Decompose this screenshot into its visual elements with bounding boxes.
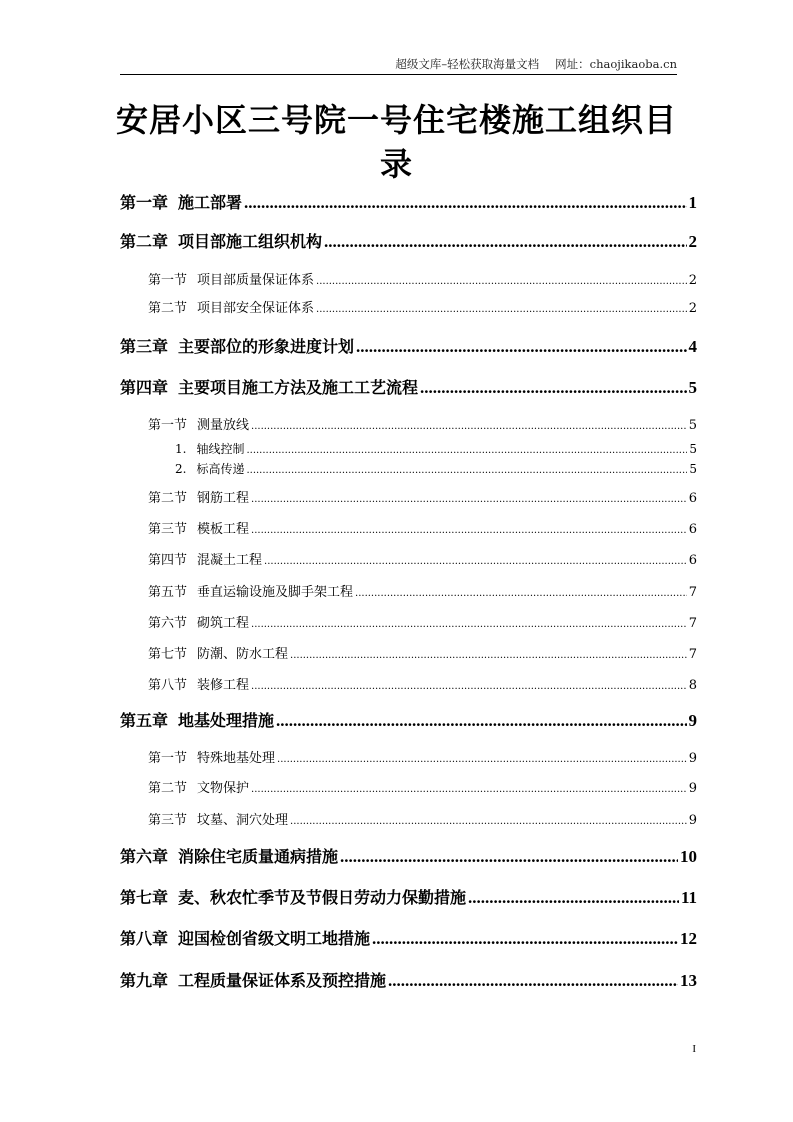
toc-entry-label: 第二节 (148, 781, 188, 796)
toc-entry-label: 第三章 (120, 337, 169, 356)
toc-entry[interactable] (175, 460, 697, 477)
toc-entry[interactable] (120, 968, 697, 991)
page-number: I (692, 1043, 696, 1055)
toc-entry-label: 第三节 (148, 813, 188, 828)
toc-leader-dots (244, 193, 686, 213)
toc-leader-dots (290, 816, 687, 827)
toc-entry-label: 第八章 (120, 929, 169, 948)
toc-entry-page: 11 (680, 888, 697, 907)
toc-entry-text: 项目部施工组织机构 (178, 232, 323, 251)
toc-leader-dots (388, 971, 678, 991)
toc-leader-dots (246, 445, 687, 456)
toc-leader-dots (251, 525, 687, 536)
toc-entry-label: 第一节 (148, 751, 188, 766)
toc-leader-dots (355, 588, 687, 599)
toc-leader-dots (264, 556, 687, 567)
toc-entry-page: 2 (688, 232, 697, 251)
toc-entry-text: 消除住宅质量通病措施 (178, 847, 339, 866)
toc-entry-text: 防潮、防水工程 (197, 647, 289, 662)
toc-entry-page: 5 (688, 418, 697, 433)
toc-entry[interactable] (148, 487, 697, 506)
toc-entry-label: 第一章 (120, 193, 169, 212)
toc-entry-label: 第七章 (120, 888, 169, 907)
toc-entry[interactable] (148, 809, 697, 828)
toc-entry[interactable] (148, 674, 697, 693)
toc-entry-label: 2. (175, 462, 187, 476)
toc-entry[interactable] (148, 777, 697, 796)
toc-entry[interactable] (120, 708, 697, 731)
page-header (395, 56, 677, 72)
toc-leader-dots (251, 681, 687, 692)
toc-entry[interactable] (148, 747, 697, 766)
toc-leader-dots (290, 650, 687, 661)
toc-entry-page: 4 (688, 337, 697, 356)
toc-entry-text: 地基处理措施 (178, 711, 275, 730)
toc-entry-label: 第二节 (148, 301, 188, 316)
toc-entry[interactable] (120, 844, 697, 867)
toc-entry-text: 迎国检创省级文明工地措施 (178, 929, 371, 948)
toc-entry-label: 第一节 (148, 273, 188, 288)
header-url: 网址：chaojikaoba.cn (555, 57, 677, 71)
toc-entry-text: 施工部署 (178, 193, 243, 212)
toc-entry-text: 主要项目施工方法及施工工艺流程 (178, 378, 419, 397)
toc-entry-text: 项目部安全保证体系 (197, 301, 315, 316)
toc-entry[interactable] (120, 334, 697, 357)
toc-entry-page: 2 (688, 301, 697, 316)
toc-entry-label: 第六节 (148, 616, 188, 631)
document-title: 安居小区三号院一号住宅楼施工组织目录 (115, 101, 677, 183)
toc-entry-label: 第九章 (120, 971, 169, 990)
toc-entry-text: 钢筋工程 (197, 491, 250, 506)
header-left-text: 超级文库–轻松获取海量文档 (395, 57, 540, 71)
toc-entry-text: 坟墓、洞穴处理 (197, 813, 289, 828)
toc-entry-text: 标高传递 (196, 462, 245, 476)
toc-entry-page: 10 (680, 847, 697, 866)
toc-entry-text: 工程质量保证体系及预控措施 (178, 971, 387, 990)
toc-entry-text: 主要部位的形象进度计划 (178, 337, 355, 356)
toc-entry[interactable] (148, 612, 697, 631)
toc-entry-page: 13 (680, 971, 697, 990)
toc-entry[interactable] (120, 885, 697, 908)
toc-entry-page: 5 (689, 442, 697, 456)
toc-entry-label: 第三节 (148, 522, 188, 537)
toc-entry-text: 垂直运输设施及脚手架工程 (197, 585, 354, 600)
toc-entry-label: 第五章 (120, 711, 169, 730)
toc-leader-dots (246, 465, 687, 476)
toc-entry-page: 12 (680, 929, 697, 948)
toc-entry[interactable] (120, 375, 697, 398)
toc-entry[interactable] (148, 643, 697, 662)
toc-entry-label: 第八节 (148, 678, 188, 693)
toc-entry-label: 第六章 (120, 847, 169, 866)
toc-leader-dots (251, 784, 687, 795)
toc-entry-page: 9 (688, 751, 697, 766)
toc-entry-text: 装修工程 (197, 678, 250, 693)
toc-entry-label: 1. (175, 442, 187, 456)
toc-entry-text: 文物保护 (197, 781, 250, 796)
toc-leader-dots (251, 421, 687, 432)
toc-entry-text: 项目部质量保证体系 (197, 273, 315, 288)
header-rule (120, 74, 677, 75)
toc-leader-dots (324, 232, 686, 252)
toc-entry[interactable] (148, 297, 697, 316)
toc-entry[interactable] (120, 229, 697, 252)
toc-entry-text: 模板工程 (197, 522, 250, 537)
toc-entry-text: 混凝土工程 (197, 553, 263, 568)
toc-entry-text: 麦、秋农忙季节及节假日劳动力保勤措施 (178, 888, 467, 907)
toc-entry[interactable] (175, 440, 697, 457)
toc-entry-page: 5 (689, 462, 697, 476)
toc-entry-page: 7 (688, 616, 697, 631)
toc-entry[interactable] (148, 518, 697, 537)
toc-entry[interactable] (148, 581, 697, 600)
toc-entry-label: 第四章 (120, 378, 169, 397)
toc-entry-page: 7 (688, 647, 697, 662)
toc-leader-dots (277, 754, 687, 765)
toc-entry-text: 轴线控制 (196, 442, 245, 456)
toc-entry[interactable] (148, 414, 697, 433)
toc-leader-dots (251, 619, 687, 630)
toc-leader-dots (356, 337, 686, 357)
toc-entry-page: 7 (688, 585, 697, 600)
toc-entry-label: 第七节 (148, 647, 188, 662)
toc-entry-page: 1 (688, 193, 697, 212)
toc-entry[interactable] (148, 269, 697, 288)
toc-entry-page: 6 (688, 522, 697, 537)
toc-entry-page: 8 (688, 678, 697, 693)
toc-entry-label: 第五节 (148, 585, 188, 600)
toc-leader-dots (372, 929, 678, 949)
toc-entry-page: 6 (688, 553, 697, 568)
toc-entry-label: 第二章 (120, 232, 169, 251)
toc-entry[interactable] (120, 926, 697, 949)
toc-entry-page: 5 (688, 378, 697, 397)
toc-entry[interactable] (120, 190, 697, 213)
toc-leader-dots (420, 378, 686, 398)
toc-leader-dots (316, 304, 687, 315)
toc-entry-text: 特殊地基处理 (197, 751, 276, 766)
toc-entry-label: 第一节 (148, 418, 188, 433)
toc-leader-dots (251, 494, 687, 505)
toc-leader-dots (316, 276, 687, 287)
toc-entry-text: 砌筑工程 (197, 616, 250, 631)
toc-entry-label: 第二节 (148, 491, 188, 506)
toc-leader-dots (468, 888, 679, 908)
toc-entry-label: 第四节 (148, 553, 188, 568)
toc-entry[interactable] (148, 549, 697, 568)
toc-entry-text: 测量放线 (197, 418, 250, 433)
toc-entry-page: 2 (688, 273, 697, 288)
toc-entry-page: 9 (688, 813, 697, 828)
toc-entry-page: 9 (688, 781, 697, 796)
toc-entry-page: 9 (688, 711, 697, 730)
toc-leader-dots (276, 711, 686, 731)
toc-entry-page: 6 (688, 491, 697, 506)
toc-leader-dots (340, 847, 678, 867)
